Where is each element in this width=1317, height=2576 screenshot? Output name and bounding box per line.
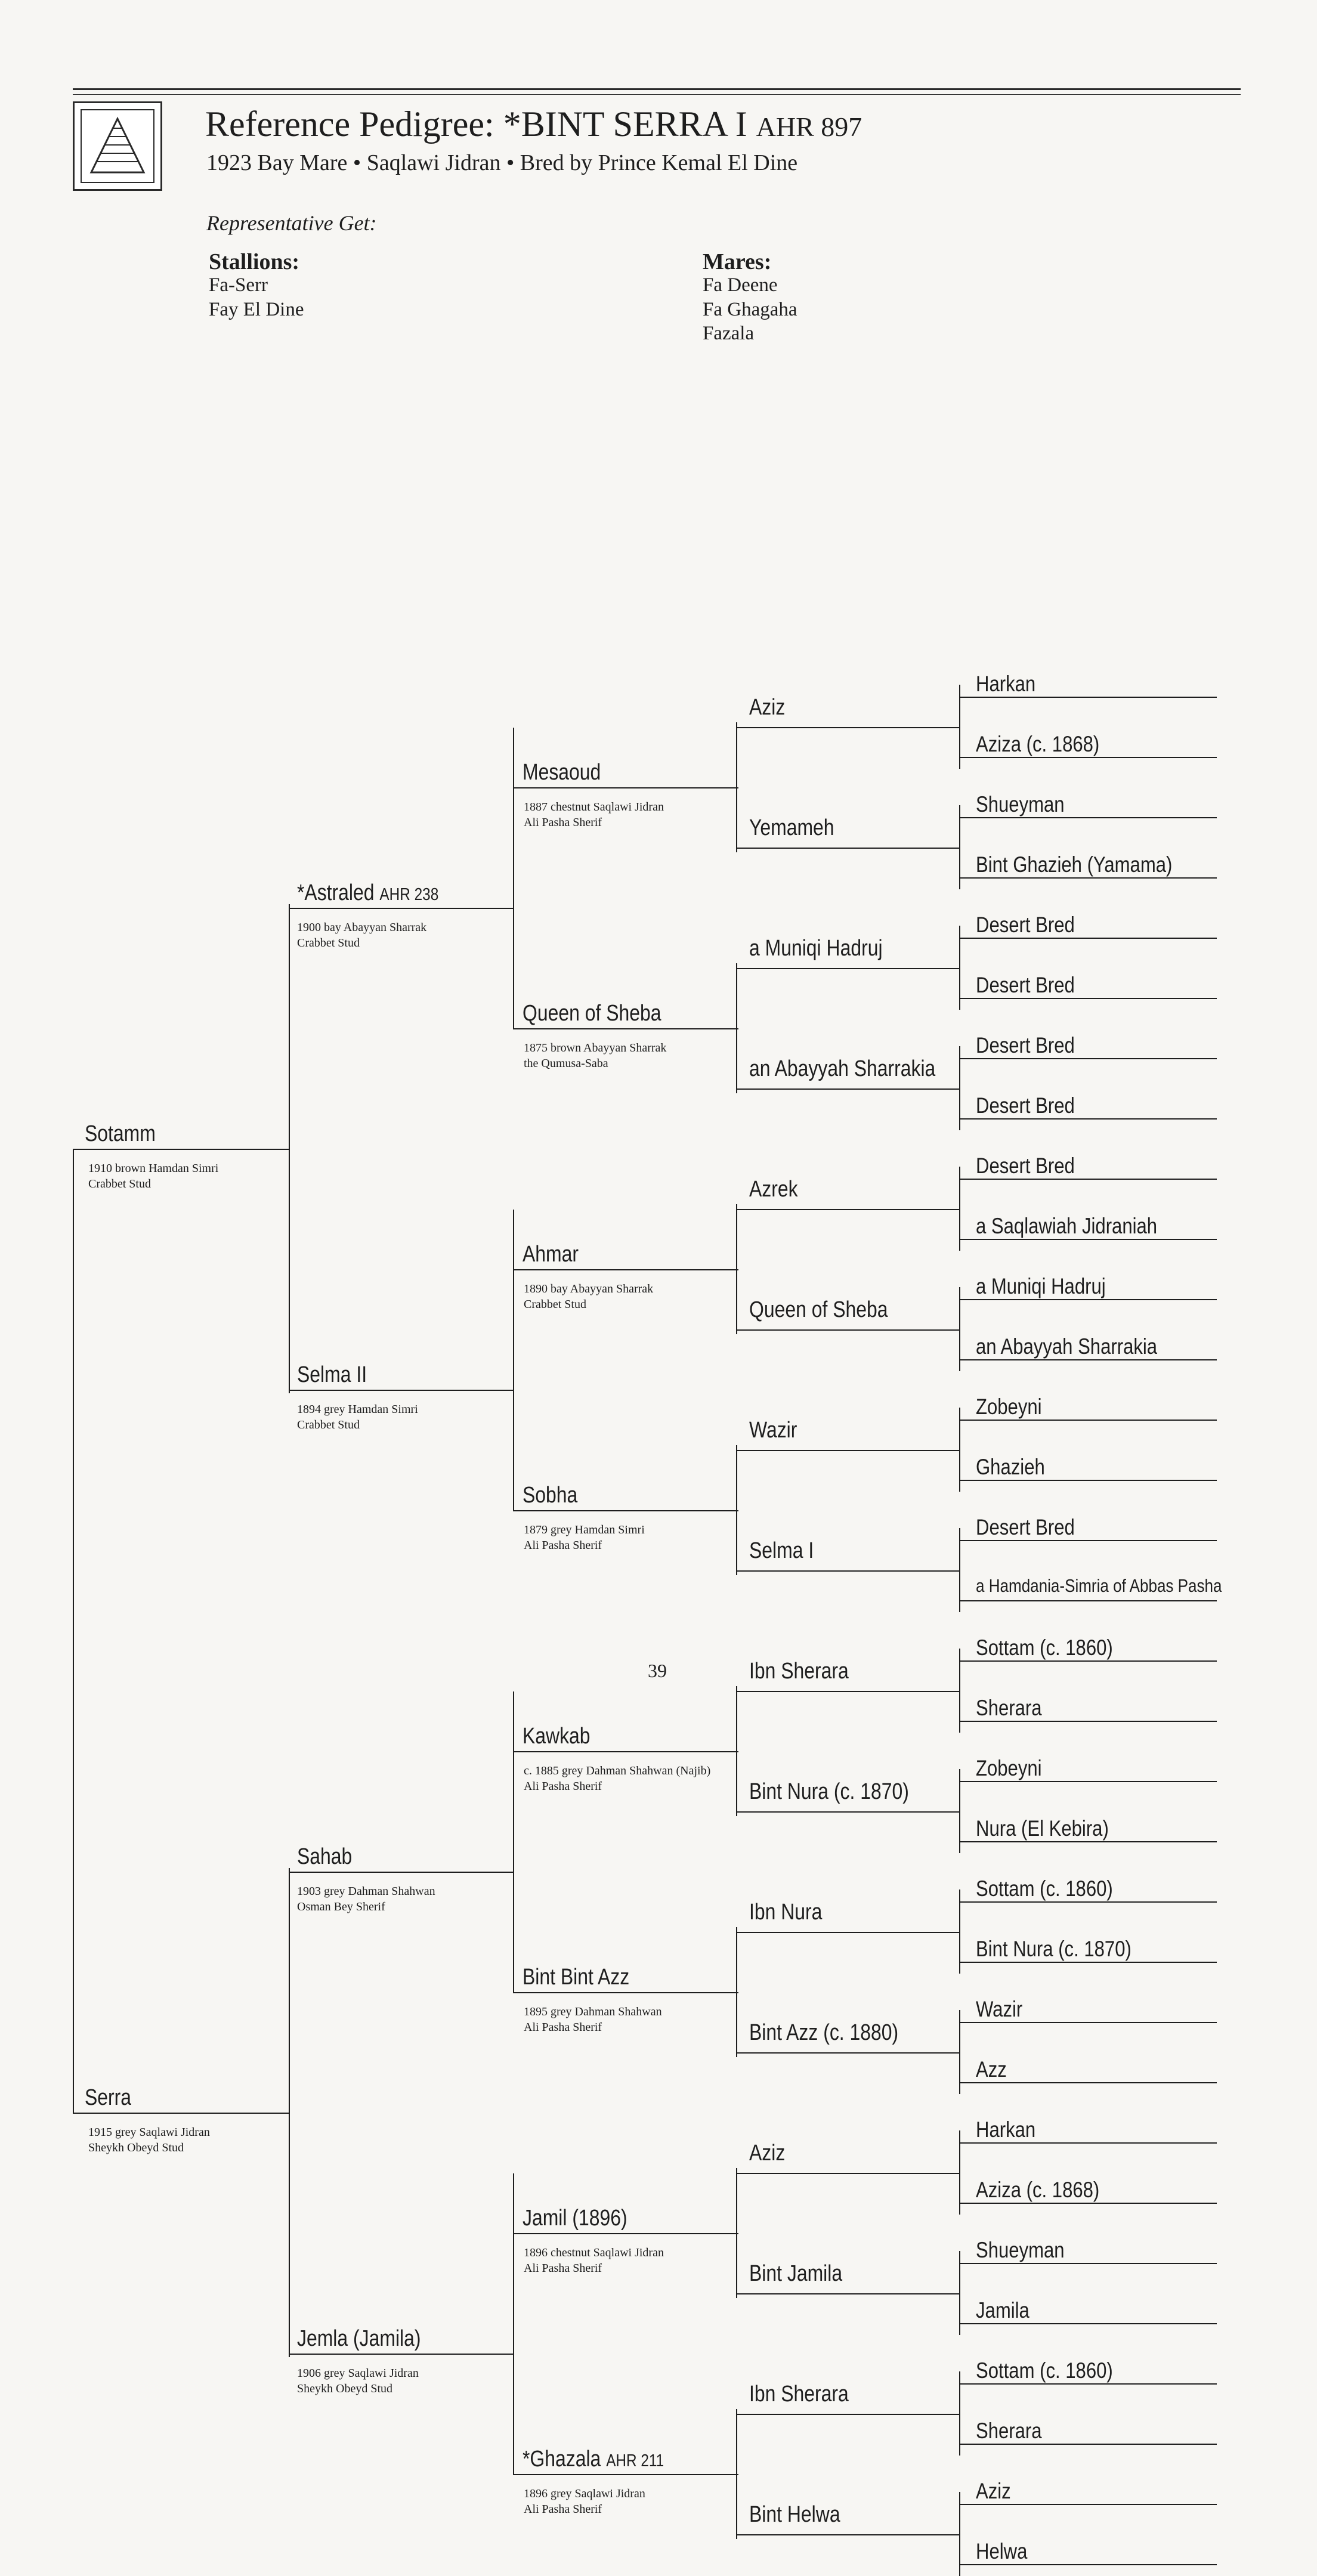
gen1-name-text: Serra xyxy=(85,2085,132,2110)
gen4-name-text: Aziz xyxy=(749,2141,786,2166)
gen4-line xyxy=(736,1209,960,1210)
gen3-name xyxy=(523,1243,579,1266)
gen4-name-text: Selma I xyxy=(749,1538,814,1563)
gen5-line xyxy=(959,1118,1217,1120)
gen5-line xyxy=(959,1841,1217,1842)
gen1-bracket xyxy=(289,904,290,1393)
gen5-line xyxy=(959,2263,1217,2264)
gen3-line xyxy=(513,1992,738,1993)
gen5-name xyxy=(976,2239,1065,2261)
gen2-details: Crabbet Stud xyxy=(297,1418,360,1431)
page-number: 39 xyxy=(648,1660,667,1681)
gen3-name xyxy=(523,1002,661,1025)
gen4-name-text: Bint Helwa xyxy=(749,2502,840,2527)
gen4-name-text: a Muniqi Hadruj xyxy=(749,936,883,961)
gen3-bracket xyxy=(736,1445,737,1575)
gen4-bracket xyxy=(959,1890,960,1974)
gen2-details: 1900 bay Abayyan Sharrak xyxy=(297,921,427,934)
gen3-bracket xyxy=(736,2409,737,2539)
gen5-name xyxy=(976,914,1075,936)
title-registration: AHR 897 xyxy=(756,112,862,142)
gen1-details: 1915 grey Saqlawi Jidran xyxy=(88,2126,210,2139)
gen3-line xyxy=(513,1269,738,1270)
gen5-name xyxy=(976,2299,1030,2321)
gen5-line xyxy=(959,1179,1217,1180)
gen4-name xyxy=(749,1539,814,1562)
gen4-line xyxy=(736,2534,960,2535)
gen5-name-text: Desert Bred xyxy=(976,1154,1075,1178)
gen4-name-text: an Abayyah Sharrakia xyxy=(749,1056,936,1081)
gen4-name xyxy=(749,1419,797,1442)
gen5-name xyxy=(976,2359,1113,2382)
gen3-name xyxy=(523,761,601,784)
gen5-name xyxy=(976,1456,1045,1478)
gen5-name-text: Zobeyni xyxy=(976,1394,1042,1419)
gen2-bracket xyxy=(513,728,514,1028)
gen5-line xyxy=(959,2383,1217,2385)
gen3-name-text: Jamil (1896) xyxy=(523,2206,627,2231)
gen5-name-text: Ghazieh xyxy=(976,1455,1045,1479)
gen5-line xyxy=(959,998,1217,999)
mare-item: Fa Deene xyxy=(703,274,778,296)
gen1-name-text: Sotamm xyxy=(85,1121,156,1146)
gen5-name xyxy=(976,1637,1113,1659)
gen5-line xyxy=(959,1480,1217,1481)
gen4-bracket xyxy=(959,2130,960,2215)
gen5-name-text: Harkan xyxy=(976,2117,1036,2142)
gen3-details: 1875 brown Abayyan Sharrak xyxy=(524,1041,667,1054)
pyramid-icon xyxy=(82,110,153,182)
gen4-line xyxy=(736,1088,960,1090)
gen4-line xyxy=(736,2052,960,2054)
gen4-line xyxy=(736,1570,960,1572)
gen2-name xyxy=(297,1845,352,1868)
gen5-name-text: Nura (El Kebira) xyxy=(976,1816,1109,1841)
gen3-bracket xyxy=(736,2168,737,2298)
gen3-details: Ali Pasha Sherif xyxy=(524,2503,602,2516)
gen5-line xyxy=(959,2444,1217,2445)
gen3-name xyxy=(523,2448,664,2470)
gen3-bracket xyxy=(736,1927,737,2057)
gen2-name xyxy=(297,1363,367,1386)
gen4-line xyxy=(736,968,960,969)
gen3-name-registration: AHR 211 xyxy=(606,2451,664,2470)
gen4-line xyxy=(736,1329,960,1331)
gen3-name-text: Sobha xyxy=(523,1483,578,1508)
gen5-name-text: a Hamdania-Simria of Abbas Pasha xyxy=(976,1575,1222,1596)
gen4-bracket xyxy=(959,1528,960,1612)
gen4-bracket xyxy=(959,1287,960,1371)
gen4-line xyxy=(736,1691,960,1692)
gen5-name xyxy=(976,793,1065,815)
gen4-name-text: Ibn Nura xyxy=(749,1900,823,1925)
gen5-name-text: Helwa xyxy=(976,2539,1028,2563)
gen5-line xyxy=(959,1540,1217,1541)
gen5-name-text: Wazir xyxy=(976,1997,1023,2021)
gen2-name xyxy=(297,2327,421,2350)
gen3-name-text: Ahmar xyxy=(523,1242,579,1267)
gen2-line xyxy=(289,2354,514,2355)
gen5-name xyxy=(976,1998,1022,2020)
representative-get-heading: Representative Get: xyxy=(206,211,377,235)
gen5-line xyxy=(959,697,1217,698)
gen4-name-text: Queen of Sheba xyxy=(749,1297,888,1322)
gen2-line xyxy=(289,1390,514,1391)
gen5-name xyxy=(976,1396,1042,1418)
gen1-details: 1910 brown Hamdan Simri xyxy=(88,1162,219,1175)
gen2-line xyxy=(289,1872,514,1873)
gen4-name xyxy=(749,1057,935,1080)
gen5-name-text: Desert Bred xyxy=(976,913,1075,937)
gen5-name xyxy=(976,673,1035,695)
gen2-details: 1903 grey Dahman Shahwan xyxy=(297,1885,435,1898)
gen3-bracket xyxy=(736,722,737,852)
gen3-name xyxy=(523,1484,577,1507)
gen5-line xyxy=(959,1058,1217,1059)
gen4-line xyxy=(736,2173,960,2174)
gen4-name xyxy=(749,1178,798,1201)
gen5-name-text: Sherara xyxy=(976,2419,1042,2443)
gen4-line xyxy=(736,1811,960,1813)
gen5-name-text: Harkan xyxy=(976,672,1036,696)
gen5-name-text: Desert Bred xyxy=(976,973,1075,997)
gen3-bracket xyxy=(736,963,737,1093)
gen4-bracket xyxy=(959,926,960,1010)
gen4-bracket xyxy=(959,805,960,889)
mares-heading: Mares: xyxy=(703,249,772,274)
gen3-name-text: *Ghazala xyxy=(523,2447,601,2472)
gen3-details: 1896 chestnut Saqlawi Jidran xyxy=(524,2246,664,2259)
gen1-line xyxy=(73,1149,290,1150)
gen5-name xyxy=(976,1878,1113,1900)
gen4-name-text: Yemameh xyxy=(749,815,834,840)
gen5-name-text: a Muniqi Hadruj xyxy=(976,1274,1106,1298)
gen1-line xyxy=(73,2113,290,2114)
gen5-line xyxy=(959,1901,1217,1903)
gen3-name-text: Queen of Sheba xyxy=(523,1001,661,1026)
gen4-name-text: Bint Azz (c. 1880) xyxy=(749,2020,899,2045)
gen5-name xyxy=(976,1215,1157,1237)
gen4-name xyxy=(749,2262,842,2285)
gen4-line xyxy=(736,1932,960,1933)
gen2-details: Osman Bey Sherif xyxy=(297,1900,385,1913)
header-rule-top xyxy=(73,88,1241,90)
title-text: Reference Pedigree: *BINT SERRA I xyxy=(205,104,747,144)
gen5-line xyxy=(959,1721,1217,1722)
gen3-details: Ali Pasha Sherif xyxy=(524,2262,602,2275)
logo-frame xyxy=(81,109,154,183)
gen4-name xyxy=(749,2503,840,2526)
gen2-name-registration: AHR 238 xyxy=(379,885,439,904)
gen5-line xyxy=(959,2142,1217,2144)
gen2-name xyxy=(297,882,438,904)
gen5-name-text: Sottam (c. 1860) xyxy=(976,2358,1113,2383)
gen1-details: Crabbet Stud xyxy=(88,1177,151,1190)
page-title xyxy=(205,106,862,142)
gen3-details: 1896 grey Saqlawi Jidran xyxy=(524,2487,645,2500)
gen2-bracket xyxy=(513,1691,514,1992)
gen5-line xyxy=(959,877,1217,879)
gen4-line xyxy=(736,2293,960,2294)
gen4-name-text: Azrek xyxy=(749,1177,798,1202)
gen5-line xyxy=(959,817,1217,818)
gen4-line xyxy=(736,2414,960,2415)
gen5-name-text: Bint Nura (c. 1870) xyxy=(976,1937,1131,1961)
gen5-name-text: Sottam (c. 1860) xyxy=(976,1635,1113,1660)
gen5-name-text: Zobeyni xyxy=(976,1756,1042,1780)
gen1-bracket xyxy=(289,1868,290,2357)
gen5-line xyxy=(959,2564,1217,2565)
stallions-heading: Stallions: xyxy=(209,249,300,274)
mare-item: Fazala xyxy=(703,323,755,344)
gen2-details: 1906 grey Saqlawi Jidran xyxy=(297,2367,419,2380)
gen5-name-text: Bint Ghazieh (Yamama) xyxy=(976,852,1173,877)
gen2-name-text: Jemla (Jamila) xyxy=(297,2326,421,2351)
gen5-name-text: Sherara xyxy=(976,1696,1042,1720)
gen3-line xyxy=(513,2233,738,2234)
gen1-name xyxy=(85,2086,131,2109)
gen5-name xyxy=(976,1034,1075,1056)
gen5-name xyxy=(976,2420,1042,2442)
gen4-bracket xyxy=(959,2251,960,2335)
gen5-line xyxy=(959,1600,1217,1601)
gen3-details: the Qumusa-Saba xyxy=(524,1057,608,1070)
gen3-line xyxy=(513,1028,738,1029)
gen5-name-text: Desert Bred xyxy=(976,1033,1075,1057)
gen5-line xyxy=(959,1239,1217,1240)
gen5-name-text: Sottam (c. 1860) xyxy=(976,1876,1113,1901)
gen5-line xyxy=(959,2504,1217,2505)
gen5-name xyxy=(976,1576,1222,1595)
gen5-name xyxy=(976,2540,1027,2562)
gen3-name xyxy=(523,1966,629,1989)
gen4-bracket xyxy=(959,685,960,769)
gen5-name xyxy=(976,1938,1131,1960)
gen3-details: 1887 chestnut Saqlawi Jidran xyxy=(524,800,664,814)
gen5-name-text: Aziza (c. 1868) xyxy=(976,732,1100,756)
gen4-bracket xyxy=(959,1046,960,1130)
gen4-name-text: Bint Nura (c. 1870) xyxy=(749,1779,909,1804)
gen5-name xyxy=(976,1817,1109,1839)
gen5-name xyxy=(976,1275,1106,1297)
gen3-name-text: Mesaoud xyxy=(523,760,601,785)
gen5-name-text: Shueyman xyxy=(976,2238,1065,2262)
gen3-line xyxy=(513,1510,738,1511)
gen5-line xyxy=(959,1299,1217,1300)
gen5-name-text: Shueyman xyxy=(976,792,1065,817)
gen2-name-text: Selma II xyxy=(297,1362,367,1387)
gen5-name xyxy=(976,1155,1075,1177)
gen4-name xyxy=(749,2383,849,2405)
gen3-bracket xyxy=(736,1686,737,1816)
gen4-line xyxy=(736,1450,960,1451)
gen5-name xyxy=(976,1335,1157,1357)
header-rule-bottom xyxy=(73,94,1241,95)
gen4-name xyxy=(749,937,883,960)
gen4-name xyxy=(749,696,785,719)
gen5-name xyxy=(976,1757,1042,1779)
gen5-name-text: Aziza (c. 1868) xyxy=(976,2178,1100,2202)
gen2-name-text: Sahab xyxy=(297,1844,353,1869)
gen1-details: Sheykh Obeyd Stud xyxy=(88,2141,184,2154)
gen3-name-text: Bint Bint Azz xyxy=(523,1965,630,1990)
gen4-name xyxy=(749,2142,785,2164)
gen4-line xyxy=(736,848,960,849)
gen4-name xyxy=(749,2021,898,2044)
gen5-name-text: Azz xyxy=(976,2057,1007,2082)
gen5-line xyxy=(959,2203,1217,2204)
gen3-details: c. 1885 grey Dahman Shahwan (Najib) xyxy=(524,1764,711,1777)
gen5-line xyxy=(959,1781,1217,1782)
gen5-name xyxy=(976,1516,1075,1538)
gen4-name-text: Ibn Sherara xyxy=(749,2382,849,2407)
mare-item: Fa Ghagaha xyxy=(703,299,797,320)
gen5-name-text: Desert Bred xyxy=(976,1515,1075,1539)
gen5-name-text: Jamila xyxy=(976,2298,1030,2323)
gen5-name-text: a Saqlawiah Jidraniah xyxy=(976,1214,1158,1238)
gen2-details: 1894 grey Hamdan Simri xyxy=(297,1403,418,1416)
gen2-details: Crabbet Stud xyxy=(297,936,360,950)
gen5-name xyxy=(976,1094,1075,1117)
gen3-details: 1895 grey Dahman Shahwan xyxy=(524,2005,662,2018)
gen2-details: Sheykh Obeyd Stud xyxy=(297,2382,392,2395)
gen5-name xyxy=(976,2480,1011,2502)
stallion-item: Fa-Serr xyxy=(209,274,268,296)
gen3-name-text: Kawkab xyxy=(523,1724,591,1749)
gen1-name xyxy=(85,1122,156,1145)
gen5-line xyxy=(959,938,1217,939)
gen4-bracket xyxy=(959,1769,960,1853)
gen5-line xyxy=(959,2022,1217,2023)
gen4-name xyxy=(749,1780,909,1803)
page-subtitle: 1923 Bay Mare • Saqlawi Jidran • Bred by Prince Kemal El Dine xyxy=(206,150,798,175)
gen3-details: Crabbet Stud xyxy=(524,1298,586,1311)
gen4-name xyxy=(749,817,834,839)
gen3-line xyxy=(513,2474,738,2475)
gen2-name-text: *Astraled xyxy=(297,880,375,905)
gen4-name-text: Bint Jamila xyxy=(749,2261,843,2286)
gen5-name xyxy=(976,974,1075,996)
gen3-details: 1890 bay Abayyan Sharrak xyxy=(524,1282,654,1295)
gen3-name xyxy=(523,2207,627,2229)
gen3-details: Ali Pasha Sherif xyxy=(524,2021,602,2034)
gen4-name xyxy=(749,1298,888,1321)
gen5-name xyxy=(976,733,1099,755)
gen5-name-text: an Abayyah Sharrakia xyxy=(976,1334,1158,1359)
subject-bracket xyxy=(73,1149,74,2113)
gen4-bracket xyxy=(959,1649,960,1733)
gen3-details: 1879 grey Hamdan Simri xyxy=(524,1523,645,1536)
gen5-line xyxy=(959,1420,1217,1421)
gen3-details: Ali Pasha Sherif xyxy=(524,1780,602,1793)
gen3-line xyxy=(513,787,738,788)
pyramid-logo xyxy=(73,101,162,191)
gen4-bracket xyxy=(959,2010,960,2094)
gen5-name xyxy=(976,2119,1035,2141)
gen4-bracket xyxy=(959,2371,960,2456)
gen4-bracket xyxy=(959,2492,960,2576)
gen2-bracket xyxy=(513,2173,514,2474)
gen5-name xyxy=(976,2058,1007,2080)
gen5-name xyxy=(976,853,1172,876)
gen5-line xyxy=(959,1962,1217,1963)
gen5-line xyxy=(959,2323,1217,2324)
gen2-line xyxy=(289,908,514,909)
gen5-name-text: Aziz xyxy=(976,2479,1011,2503)
gen5-name xyxy=(976,2179,1099,2201)
gen4-name xyxy=(749,1660,849,1683)
gen5-line xyxy=(959,2082,1217,2083)
gen4-bracket xyxy=(959,1408,960,1492)
gen4-name-text: Ibn Sherara xyxy=(749,1659,849,1684)
gen4-line xyxy=(736,727,960,728)
gen2-bracket xyxy=(513,1210,514,1510)
gen4-name-text: Aziz xyxy=(749,695,786,720)
gen5-line xyxy=(959,757,1217,758)
gen3-bracket xyxy=(736,1204,737,1334)
gen4-name xyxy=(749,1901,822,1924)
gen3-line xyxy=(513,1751,738,1752)
gen3-details: Ali Pasha Sherif xyxy=(524,1539,602,1552)
gen4-bracket xyxy=(959,1167,960,1251)
gen5-line xyxy=(959,1359,1217,1360)
gen5-name xyxy=(976,1697,1042,1719)
stallion-item: Fay El Dine xyxy=(209,299,304,320)
gen5-name-text: Desert Bred xyxy=(976,1093,1075,1118)
gen4-name-text: Wazir xyxy=(749,1418,797,1443)
gen5-line xyxy=(959,1660,1217,1662)
gen3-details: Ali Pasha Sherif xyxy=(524,816,602,829)
gen3-name xyxy=(523,1725,591,1748)
